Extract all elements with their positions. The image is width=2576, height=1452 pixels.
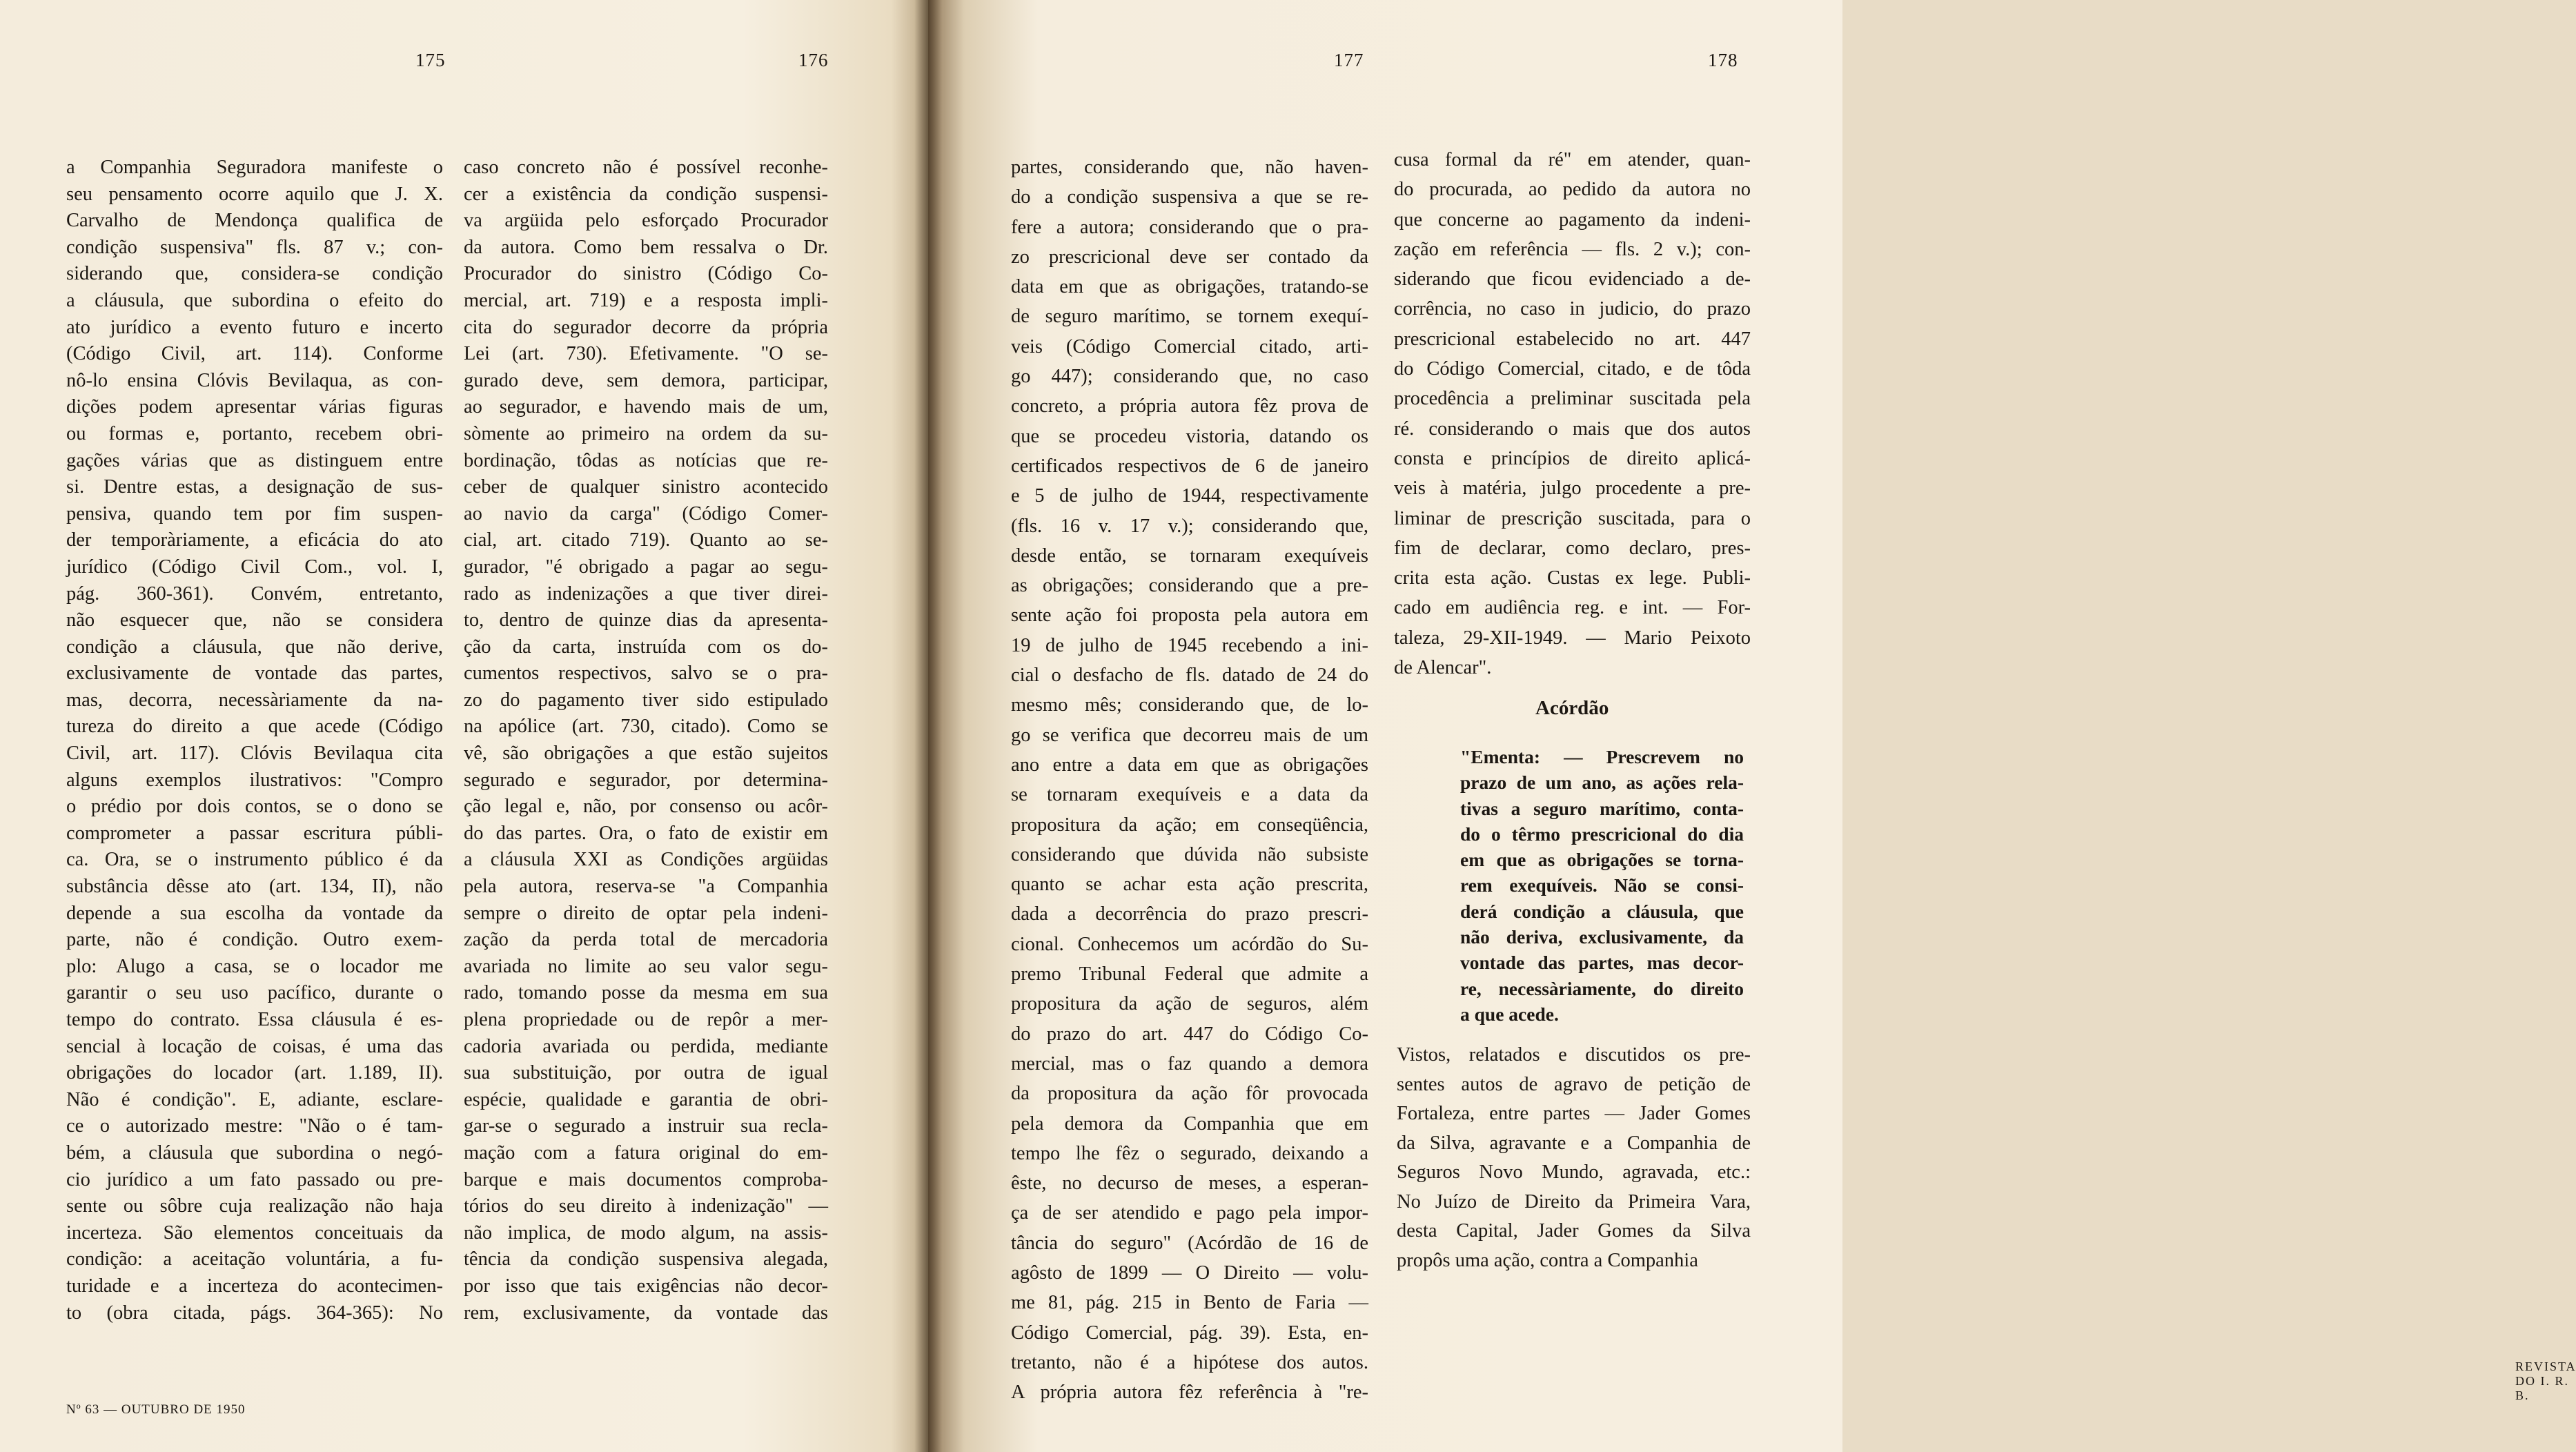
text-line: propositura da ação de seguros, além xyxy=(1011,993,1368,1015)
text-line: desde então, se tornaram exequíveis xyxy=(1011,544,1368,567)
text-line: ou formas e, portanto, recebem obri- xyxy=(66,422,443,444)
text-line: tretanto, não é a hipótese dos autos. xyxy=(1011,1351,1368,1373)
text-line: seu pensamento ocorre aquilo que J. X. xyxy=(66,183,443,205)
text-line: depende a sua escolha da vontade da xyxy=(66,902,443,924)
text-line: liminar de prescrição suscitada, para o xyxy=(1394,507,1751,529)
ementa-block xyxy=(1460,744,1744,1027)
text-line: rado, tomando posse da mesma em sua xyxy=(464,982,828,1004)
text-line: No Juízo de Direito da Primeira Vara, xyxy=(1397,1190,1751,1213)
text-line: "Ementa: — Prescrevem no xyxy=(1460,746,1744,767)
text-line: considerando que dúvida não subsiste xyxy=(1011,843,1368,865)
text-line: sente ação foi proposta pela autora em xyxy=(1011,605,1368,627)
text-line: ato jurídico a evento futuro e incerto xyxy=(66,316,443,338)
text-line: não esquecer que, não se considera xyxy=(66,609,443,631)
text-line: alguns exemplos ilustrativos: "Compro xyxy=(66,769,443,791)
text-line: não deriva, exclusivamente, da xyxy=(1460,926,1744,948)
text-line: ano entre a data em que as obrigações xyxy=(1011,754,1368,776)
text-line: a Companhia Seguradora manifeste o xyxy=(66,157,443,178)
text-line: procedência a preliminar suscitada pela xyxy=(1394,388,1751,410)
text-line: tempo lhe fêz o segurado, deixando a xyxy=(1011,1142,1368,1164)
text-line: condição a cláusula, que não derive, xyxy=(66,636,443,658)
text-line: por isso que tais exigências não decor- xyxy=(464,1275,828,1297)
text-line: exclusivamente de vontade das partes, xyxy=(66,663,443,685)
text-line: que se procedeu vistoria, datando os xyxy=(1011,425,1368,447)
text-line: do prazo do art. 447 do Código Co- xyxy=(1011,1023,1368,1045)
text-line: corrência, no caso in judicio, do prazo xyxy=(1394,298,1751,320)
text-line: go se verifica que decorreu mais de um xyxy=(1011,724,1368,746)
text-line: partes, considerando que, não haven- xyxy=(1011,157,1368,178)
text-line: cumentos respectivos, salvo se o pra- xyxy=(464,663,828,685)
text-line: cadoria avariada ou perdida, mediante xyxy=(464,1035,828,1057)
text-line: derá condição a cláusula, que xyxy=(1460,900,1744,922)
text-line: substância dêsse ato (art. 134, II), não xyxy=(66,876,443,898)
text-line: a cláusula XXI as Condições argüidas xyxy=(464,849,828,871)
text-line: do procurada, ao pedido da autora no xyxy=(1394,179,1751,201)
text-line: concreto, a própria autora fêz prova de xyxy=(1011,395,1368,418)
right-page xyxy=(928,0,2576,1452)
text-line: ção da carta, instruída com os do- xyxy=(464,636,828,658)
text-line: zo do pagamento tiver sido estipulado xyxy=(464,689,828,711)
text-line: to (obra citada, págs. 364-365): No xyxy=(66,1302,443,1324)
text-line: do o têrmo prescricional do dia xyxy=(1460,823,1744,845)
text-line: pela demora da Companhia que em xyxy=(1011,1112,1368,1135)
text-line: tórios do seu direito à indenização" — xyxy=(464,1195,828,1217)
text-line: propositura da ação; em conseqüência, xyxy=(1011,814,1368,836)
text-line: bordinação, tôdas as notícias que re- xyxy=(464,449,828,471)
text-line: cer a existência da condição suspensi- xyxy=(464,183,828,205)
text-line: da propositura da ação fôr provocada xyxy=(1011,1083,1368,1105)
text-line: tância do seguro" (Acórdão de 16 de xyxy=(1011,1232,1368,1254)
text-line: rado as indenizações a que tiver direi- xyxy=(464,582,828,605)
text-line: ca. Ora, se o instrumento público é da xyxy=(66,849,443,871)
text-line: a que acede. xyxy=(1460,1003,1559,1025)
text-line: Seguros Novo Mundo, agravada, etc.: xyxy=(1397,1161,1751,1183)
text-line: jurídico (Código Civil Com., vol. I, xyxy=(66,556,443,578)
text-line: mesmo mês; considerando que, de lo- xyxy=(1011,694,1368,716)
text-line: bém, a cláusula que subordina o negó- xyxy=(66,1141,443,1164)
text-line: (Código Civil, art. 114). Conforme xyxy=(66,343,443,365)
text-line: desta Capital, Jader Gomes da Silva xyxy=(1397,1220,1751,1242)
text-line: taleza, 29-XII-1949. — Mario Peixoto xyxy=(1394,627,1751,649)
text-line: incerteza. São elementos conceituais da xyxy=(66,1222,443,1244)
text-line: cio jurídico a um fato passado ou pre- xyxy=(66,1168,443,1190)
text-line: consta e princípios de direito aplicá- xyxy=(1394,447,1751,469)
text-line: ao segurador, e havendo mais de um, xyxy=(464,396,828,418)
text-line: sòmente ao primeiro na ordem da su- xyxy=(464,422,828,444)
text-line: zação da perda total de mercadoria xyxy=(464,929,828,951)
text-line: avariada no limite ao seu valor segu- xyxy=(464,955,828,977)
text-line: condição suspensiva" fls. 87 v.; con- xyxy=(66,236,443,258)
text-line: Carvalho de Mendonça qualifica de xyxy=(66,210,443,232)
text-line: tivas a seguro marítimo, conta- xyxy=(1460,797,1744,819)
text-line: cado em audiência reg. e int. — For- xyxy=(1394,597,1751,619)
text-line: siderando que, considera-se condição xyxy=(66,263,443,285)
text-line: crita esta ação. Custas ex lege. Publi- xyxy=(1394,567,1751,589)
text-line: a cláusula, que subordina o efeito do xyxy=(66,289,443,311)
page-number-175: 175 xyxy=(415,50,446,70)
page-number-178: 178 xyxy=(1708,50,1738,70)
acordao-heading: Acórdão xyxy=(1535,697,1609,719)
text-line: mas, decorra, necessàriamente da na- xyxy=(66,689,443,711)
text-line: cita do segurador decorre da própria xyxy=(464,316,828,338)
text-column-1 xyxy=(66,155,443,1326)
text-line: cial, art. citado 719). Quanto ao se- xyxy=(464,529,828,551)
footer-issue: Nº 63 — OUTUBRO DE 1950 xyxy=(66,1402,246,1417)
text-line: mercial, art. 719) e a resposta impli- xyxy=(464,289,828,311)
text-line: Lei (art. 730). Efetivamente. "O se- xyxy=(464,343,828,365)
text-line: condição: a aceitação voluntária, a fu- xyxy=(66,1248,443,1270)
left-page xyxy=(0,0,928,1452)
text-line: fim de declarar, como declaro, pres- xyxy=(1394,537,1751,559)
text-line: do das partes. Ora, o fato de existir em xyxy=(464,822,828,844)
text-line: pela autora, reserva-se "a Companhia xyxy=(464,876,828,898)
text-line: parte, não é condição. Outro exem- xyxy=(66,929,443,951)
text-line: da autora. Como bem ressalva o Dr. xyxy=(464,236,828,258)
text-line: espécie, qualidade e garantia de obri- xyxy=(464,1088,828,1110)
text-line: prescricional estabelecido no art. 447 xyxy=(1394,328,1751,350)
text-column-3 xyxy=(1011,155,1368,1409)
text-line: plena propriedade ou de repôr a mer- xyxy=(464,1009,828,1030)
text-line: premo Tribunal Federal que admite a xyxy=(1011,963,1368,985)
text-line: vontade das partes, mas decor- xyxy=(1460,952,1744,974)
text-line: tureza do direito a que acede (Código xyxy=(66,716,443,738)
text-line: as obrigações; considerando que a pre- xyxy=(1011,575,1368,597)
text-line: sempre o direito de optar pela indeni- xyxy=(464,902,828,924)
text-line: gar-se o segurado a instruir sua recla- xyxy=(464,1115,828,1137)
text-line: na apólice (art. 730, citado). Como se xyxy=(464,716,828,738)
text-line: data em que as obrigações, tratando-se xyxy=(1011,276,1368,298)
text-line: gações várias que as distinguem entre xyxy=(66,449,443,471)
text-line: veis (Código Comercial citado, arti- xyxy=(1011,335,1368,357)
text-line: propôs uma ação, contra a Companhia xyxy=(1397,1249,1698,1271)
text-line: caso concreto não é possível reconhe- xyxy=(464,157,828,178)
text-line: Vistos, relatados e discutidos os pre- xyxy=(1397,1044,1751,1066)
text-line: ré. considerando o mais que dos autos xyxy=(1394,418,1751,440)
text-line: tência da condição suspensiva alegada, xyxy=(464,1248,828,1270)
text-line: pensiva, quando tem por fim suspen- xyxy=(66,502,443,524)
text-line: comprometer a passar escritura públi- xyxy=(66,822,443,844)
text-line: to, dentro de quinze dias da apresenta- xyxy=(464,609,828,631)
text-line: pág. 360-361). Convém, entretanto, xyxy=(66,582,443,605)
text-line: A própria autora fêz referência à "re- xyxy=(1011,1382,1368,1404)
text-line: o prédio por dois contos, se o dono se xyxy=(66,796,443,818)
text-line: agôsto de 1899 — O Direito — volu- xyxy=(1011,1262,1368,1284)
text-line: quanto se achar esta ação prescrita, xyxy=(1011,874,1368,896)
text-line: gurado deve, sem demora, participar, xyxy=(464,369,828,391)
text-line: gurador, "é obrigado a pagar ao segu- xyxy=(464,556,828,578)
text-line: obrigações do locador (art. 1.189, II). xyxy=(66,1062,443,1084)
text-line: veis à matéria, julgo procedente a pre- xyxy=(1394,478,1751,500)
text-line: Fortaleza, entre partes — Jader Gomes xyxy=(1397,1103,1751,1124)
text-line: e 5 de julho de 1944, respectivamente xyxy=(1011,485,1368,507)
text-line: ceber de qualquer sinistro acontecido xyxy=(464,476,828,498)
text-line: ao navio da carga" (Código Comer- xyxy=(464,502,828,524)
text-line: zação em referência — fls. 2 v.); con- xyxy=(1394,238,1751,260)
text-column-4-continued xyxy=(1397,1041,1751,1275)
footer-journal: REVISTA DO I. R. B. xyxy=(2515,1360,2576,1402)
text-line: não implica, de modo algum, na assis- xyxy=(464,1222,828,1244)
text-line: se tornaram exequíveis e a data da xyxy=(1011,784,1368,806)
text-line: ção legal e, não, por consenso ou acôr- xyxy=(464,796,828,818)
text-line: sua substituição, por outra de igual xyxy=(464,1062,828,1084)
text-line: sente ou sôbre cuja realização não haja xyxy=(66,1195,443,1217)
text-line: (fls. 16 v. 17 v.); considerando que, xyxy=(1011,515,1368,537)
text-line: dições podem apresentar várias figuras xyxy=(66,396,443,418)
text-line: rem, exclusivamente, da vontade das xyxy=(464,1302,828,1324)
text-line: dada a decorrência do prazo prescri- xyxy=(1011,903,1368,925)
text-line: certificados respectivos de 6 de janeiro xyxy=(1011,455,1368,477)
text-line: re, necessàriamente, do direito xyxy=(1460,977,1744,999)
text-line: me 81, pág. 215 in Bento de Faria — xyxy=(1011,1292,1368,1314)
text-line: barque e mais documentos comproba- xyxy=(464,1168,828,1190)
text-column-2 xyxy=(464,155,828,1326)
text-line: êste, no decurso de meses, a esperan- xyxy=(1011,1173,1368,1195)
text-line: zo prescricional deve ser contado da xyxy=(1011,246,1368,268)
text-line: de seguro marítimo, se tornem exequí- xyxy=(1011,306,1368,328)
text-line: rem exequíveis. Não se consi- xyxy=(1460,874,1744,896)
text-line: vê, são obrigações a que estão sujeitos xyxy=(464,743,828,765)
text-line: Não é condição". E, adiante, esclare- xyxy=(66,1088,443,1110)
text-line: Civil, art. 117). Clóvis Bevilaqua cita xyxy=(66,743,443,765)
text-line: do a condição suspensiva a que se re- xyxy=(1011,186,1368,208)
text-line: de Alencar". xyxy=(1394,657,1492,679)
text-line: ça de ser atendido e pago pela impor- xyxy=(1011,1202,1368,1224)
text-line: fere a autora; considerando que o pra- xyxy=(1011,216,1368,238)
text-line: sentes autos de agravo de petição de xyxy=(1397,1073,1751,1095)
text-line: em que as obrigações se torna- xyxy=(1460,849,1744,871)
text-line: cional. Conhecemos um acórdão do Su- xyxy=(1011,933,1368,955)
text-line: cusa formal da ré" em atender, quan- xyxy=(1394,149,1751,170)
text-line: va argüida pelo esforçado Procurador xyxy=(464,210,828,232)
text-line: ce o autorizado mestre: "Não o é tam- xyxy=(66,1115,443,1137)
text-line: mação com a fatura original do em- xyxy=(464,1141,828,1164)
text-line: Código Comercial, pág. 39). Esta, en- xyxy=(1011,1322,1368,1344)
text-line: si. Dentre estas, a designação de sus- xyxy=(66,476,443,498)
text-line: mercial, mas o faz quando a demora xyxy=(1011,1052,1368,1075)
text-column-4 xyxy=(1394,145,1751,683)
text-line: turidade e a incerteza do acontecimen- xyxy=(66,1275,443,1297)
text-line: tempo do contrato. Essa cláusula é es- xyxy=(66,1009,443,1030)
text-line: Procurador do sinistro (Código Co- xyxy=(464,263,828,285)
binding-gutter xyxy=(914,0,942,1452)
text-line: go 447); considerando que, no caso xyxy=(1011,366,1368,388)
text-line: 19 de julho de 1945 recebendo a ini- xyxy=(1011,634,1368,656)
text-line: siderando que ficou evidenciado a de- xyxy=(1394,268,1751,291)
text-line: cial o desfacho de fls. datado de 24 do xyxy=(1011,665,1368,687)
text-line: garantir o seu uso pacífico, durante o xyxy=(66,982,443,1004)
page-number-176: 176 xyxy=(798,50,829,70)
text-line: da Silva, agravante e a Companhia de xyxy=(1397,1132,1751,1154)
text-line: sencial à locação de coisas, é uma das xyxy=(66,1035,443,1057)
text-line: segurado e segurador, por determina- xyxy=(464,769,828,791)
text-line: que concerne ao pagamento da indeni- xyxy=(1394,208,1751,230)
text-line: nô-lo ensina Clóvis Bevilaqua, as con- xyxy=(66,369,443,391)
text-line: do Código Comercial, citado, e de tôda xyxy=(1394,358,1751,380)
text-line: der temporàriamente, a eficácia do ato xyxy=(66,529,443,551)
page-number-177: 177 xyxy=(1334,50,1364,70)
text-line: prazo de um ano, as ações rela- xyxy=(1460,772,1744,794)
text-line: plo: Alugo a casa, se o locador me xyxy=(66,955,443,977)
